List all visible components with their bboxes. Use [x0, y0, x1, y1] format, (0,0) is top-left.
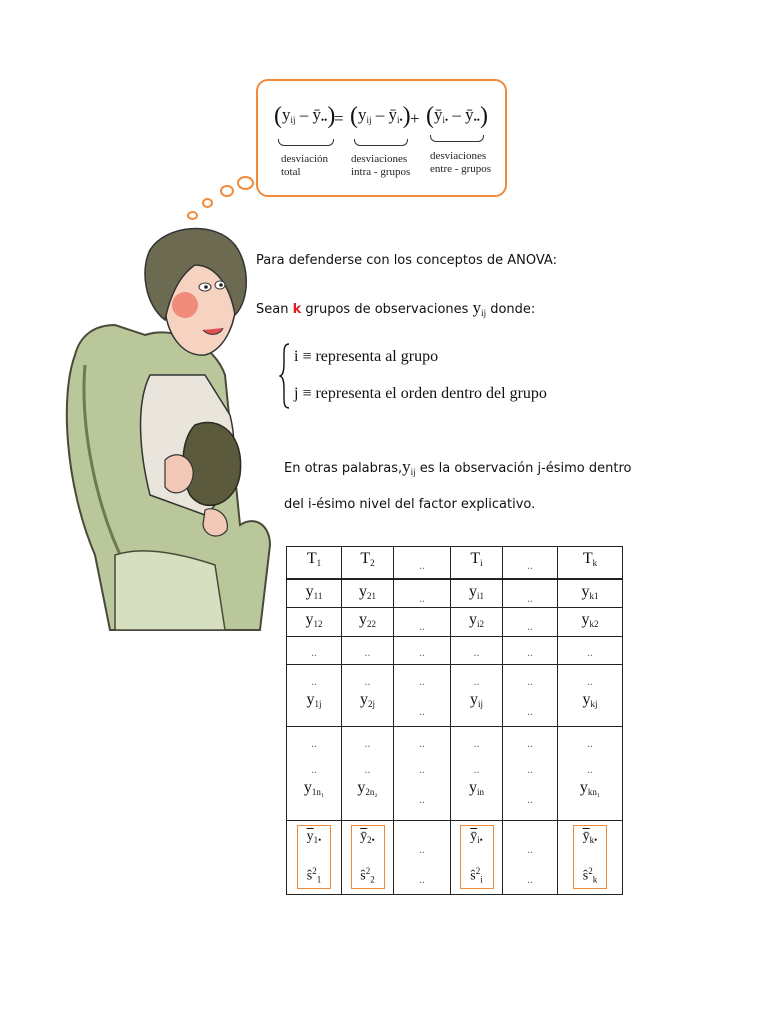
row-j-cell-content-1	[342, 665, 393, 709]
row-n-dots-3-0: ..	[473, 736, 480, 750]
row-n-value-3-subscript: in	[476, 787, 484, 797]
row-2-value-3	[469, 611, 484, 629]
row-1-value-0-symbol: y	[305, 582, 314, 600]
row-j-dots-4-0: ..	[527, 674, 533, 688]
header-value-5-subscript: k	[592, 558, 598, 568]
row-j-value-0-subscript: 1j	[314, 699, 322, 709]
summary-mean-subscript-0: 1•	[313, 835, 322, 845]
header-value-0	[307, 550, 321, 568]
explanation-line-1: En otras $palabras,y_{ij}$ es la observación j-ésimo dentro	[284, 457, 632, 477]
row-n-value-2	[419, 791, 425, 808]
summary-box-3	[460, 825, 494, 889]
row-3-dots-2: ..	[419, 645, 425, 659]
row-j-value-1	[360, 691, 375, 709]
thought-dot-2	[202, 198, 213, 208]
summary-cell-2	[394, 821, 451, 895]
row-n-value-5	[580, 779, 600, 797]
row-2-value-0	[306, 611, 323, 629]
row-2-value-5-subscript: k2	[589, 619, 599, 629]
row-j-cell-2	[394, 665, 451, 727]
summary-variance-1	[360, 866, 374, 885]
row-j-value-1-symbol: y	[359, 691, 368, 708]
summary-variance-subscript-5: k	[592, 875, 598, 885]
header-cell-1	[342, 547, 394, 579]
header-value-2-symbol: ..	[419, 558, 425, 572]
row-2-value-5	[582, 611, 599, 629]
anova-heading: Para defenderse con los conceptos de ANOVA:	[256, 253, 557, 268]
table-header-row	[287, 547, 623, 579]
row-1-value-1	[359, 583, 376, 601]
row-j-dots-1-0: ..	[364, 674, 371, 688]
row-2-cell-content-5	[558, 608, 622, 629]
row-j-cell-0	[287, 665, 342, 727]
row-2-cell-content-4	[503, 608, 557, 635]
summary-dots-bottom-2: ..	[419, 872, 425, 886]
row-j-cell-1	[342, 665, 394, 727]
row-1-value-5-symbol: y	[581, 582, 590, 600]
summary-cell-1	[342, 821, 394, 895]
summary-variance-subscript-0: 1	[316, 875, 322, 885]
row-j-cell-5	[558, 665, 623, 727]
header-cell-content-1	[342, 547, 393, 568]
thought-dot-1	[187, 211, 198, 220]
header-cell-content-0	[287, 547, 341, 568]
row-j-cell-content-4	[503, 665, 557, 720]
row-n-cell-1	[342, 727, 394, 821]
row-1-cell-content-5	[558, 580, 622, 601]
header-value-4	[527, 557, 533, 574]
row-2-cell-3	[451, 608, 503, 637]
row-2-cell-4	[503, 608, 558, 637]
row-n-value-0	[304, 779, 324, 797]
header-value-0-symbol: T	[306, 550, 317, 567]
row-2-cell-content-1	[342, 608, 393, 629]
summary-mean-symbol-3: $\overline{ȳ}$	[470, 829, 478, 844]
row-j-value-2	[419, 703, 425, 720]
summary-mean-subscript-3: i•	[477, 835, 483, 845]
row-j-value-5	[582, 691, 597, 709]
row-n-cell-3	[451, 727, 503, 821]
row-2-value-1-symbol: y	[359, 611, 367, 628]
summary-mean-symbol-5: $\overline{ȳ}$	[582, 829, 590, 844]
row-n-cell-0	[287, 727, 342, 821]
row-n-dots-2-0: ..	[419, 736, 425, 750]
row-n-value-2-symbol: ..	[419, 792, 425, 806]
row-1-cell-content-2	[394, 580, 450, 607]
row-j-cell-content-5	[558, 665, 622, 709]
summary-cell-0	[287, 821, 342, 895]
row-2-cell-1	[342, 608, 394, 637]
header-value-0-subscript: 1	[316, 558, 322, 568]
row-n-dots-5-1: ..	[587, 762, 593, 776]
row-n-cell-content-3	[451, 727, 502, 797]
row-n-value-3	[469, 779, 484, 797]
row-n-dots-4-0: ..	[527, 736, 533, 750]
row-1-value-5-subscript: k1	[589, 590, 599, 601]
summary-variance-exponent-0: 2	[312, 866, 317, 877]
formula-term-within: ($y_{ij}$ – $ȳ_{i•}$)	[350, 103, 411, 129]
summary-cell-4	[503, 821, 558, 895]
row-1-cell-3	[451, 579, 503, 608]
row-1-cell-0	[287, 579, 342, 608]
row-n-cell-4	[503, 727, 558, 821]
row-n-cell-content-2	[394, 727, 450, 808]
row-n-cell-content-1	[342, 727, 393, 797]
row-2-cell-0	[287, 608, 342, 637]
table-row	[287, 608, 623, 637]
header-cell-content-3	[451, 547, 502, 568]
row-n-cell-content-5	[558, 727, 622, 797]
row-n-cell-2	[394, 727, 451, 821]
row-n-dots-5-0: ..	[587, 736, 593, 750]
summary-dots-top-4: ..	[527, 842, 533, 856]
summary-cell-3	[451, 821, 503, 895]
table-row	[287, 665, 623, 727]
summary-mean-subscript-1: 2•	[367, 835, 375, 845]
row-j-value-0-symbol: y	[306, 691, 315, 708]
row-j-dots-5-0: ..	[587, 674, 593, 688]
summary-variance-0	[307, 866, 321, 885]
header-value-1-subscript: 2	[370, 558, 375, 568]
thought-dot-3	[220, 185, 234, 197]
summary-variance-exponent-5: 2	[588, 866, 593, 877]
header-cell-5	[558, 547, 623, 579]
row-1-value-4	[527, 590, 533, 607]
row-n-cell-content-0	[287, 727, 341, 797]
row-1-value-4-symbol: ..	[527, 590, 533, 605]
row-3-dots-1: ..	[364, 645, 371, 659]
row-j-cell-3	[451, 665, 503, 727]
formula-equals-sign: =	[334, 109, 344, 128]
row-n-value-4-symbol: ..	[527, 792, 533, 806]
row-j-dots-0-0: ..	[311, 674, 317, 688]
row-n-value-1-symbol: y	[357, 779, 366, 796]
row-3-cell-2	[394, 637, 451, 665]
row-1-value-5	[582, 583, 599, 601]
header-value-2	[419, 557, 425, 574]
row-1-cell-content-4	[503, 580, 557, 607]
underbrace-within	[354, 139, 408, 146]
table-row	[287, 727, 623, 821]
row-2-cell-2	[394, 608, 451, 637]
summary-variance-3	[470, 866, 482, 885]
cartoon-woman-illustration	[55, 225, 275, 635]
row-1-cell-content-0	[287, 580, 341, 601]
header-cell-4	[503, 547, 558, 579]
header-cell-0	[287, 547, 342, 579]
table-row	[287, 637, 623, 665]
summary-mean-5	[583, 829, 598, 845]
thought-dot-4	[237, 176, 254, 190]
row-j-dots-2-0: ..	[419, 674, 425, 688]
row-n-dots-3-1: ..	[473, 762, 480, 776]
summary-variance-symbol-0: ŝ	[306, 869, 313, 884]
row-j-value-4-symbol: ..	[527, 704, 533, 718]
summary-box-0	[297, 825, 331, 889]
row-1-value-3-subscript: i1	[476, 590, 484, 601]
summary-cell-5	[558, 821, 623, 895]
summary-variance-symbol-5: ŝ	[582, 869, 589, 884]
row-1-value-0	[306, 583, 323, 601]
formula-term-between: ($ȳ_{i•}$ – $ȳ_{••}$)	[426, 103, 488, 129]
row-1-value-2	[419, 590, 425, 607]
row-1-cell-content-3	[451, 580, 502, 601]
row-j-value-4	[527, 703, 533, 720]
row-1-cell-5	[558, 579, 623, 608]
row-2-value-4	[527, 618, 533, 635]
underbrace-total	[278, 139, 334, 146]
summary-variance-exponent-3: 2	[475, 866, 481, 877]
row-j-value-5-symbol: y	[582, 691, 591, 708]
header-value-3-symbol: T	[470, 550, 481, 567]
row-j-cell-content-0	[287, 665, 341, 709]
row-2-cell-5	[558, 608, 623, 637]
row-3-cell-4	[503, 637, 558, 665]
label-within-deviation: desviaciones intra - grupos	[351, 153, 411, 178]
row-2-value-5-symbol: y	[581, 611, 590, 628]
summary-mean-subscript-5: k•	[589, 835, 598, 845]
table-summary-row	[287, 821, 623, 895]
summary-variance-symbol-3: ŝ	[470, 869, 476, 884]
row-2-value-0-symbol: y	[305, 611, 314, 628]
row-3-dots-3: ..	[473, 645, 480, 659]
row-n-value-0-subscript: 1n₁	[311, 787, 325, 797]
definition-i: i ≡ representa al grupo	[294, 348, 439, 365]
row-3-dots-4: ..	[527, 645, 533, 659]
header-cell-content-5	[558, 547, 622, 568]
row-1-value-3-symbol: y	[468, 582, 477, 600]
summary-variance-exponent-1: 2	[365, 866, 371, 877]
explanation-line-2: del i-ésimo nivel del factor explicativo.	[284, 497, 536, 512]
summary-mean-symbol-0: $\overline{y}$	[306, 829, 314, 844]
underbrace-between	[430, 135, 484, 142]
row-2-value-4-symbol: ..	[527, 619, 533, 633]
row-j-value-1-subscript: 2j	[367, 699, 375, 709]
summary-variance-subscript-3: i	[480, 875, 483, 885]
summary-variance-subscript-1: 2	[370, 875, 375, 885]
row-j-value-3-subscript: ij	[477, 699, 483, 709]
row-2-value-2-symbol: ..	[419, 619, 425, 633]
row-n-value-1-subscript: 2n₂	[365, 787, 378, 797]
row-3-cell-1	[342, 637, 394, 665]
row-1-cell-1	[342, 579, 394, 608]
label-total-deviation: desviación total	[281, 153, 329, 178]
row-1-value-1-symbol: y	[359, 582, 367, 600]
row-n-value-3-symbol: y	[468, 779, 477, 796]
row-1-cell-2	[394, 579, 451, 608]
summary-variance-symbol-1: ŝ	[360, 869, 366, 884]
row-2-value-3-symbol: y	[468, 611, 477, 628]
groups-sentence: Sean k grupos de observaciones $y_{ij}$ donde:	[256, 298, 536, 318]
header-value-3-subscript: i	[480, 558, 483, 568]
row-3-dots-0: ..	[311, 645, 317, 659]
row-n-dots-4-1: ..	[527, 762, 533, 776]
row-j-dots-3-0: ..	[473, 674, 480, 688]
header-cell-content-2	[394, 547, 450, 574]
header-cell-content-4	[503, 547, 557, 574]
row-n-dots-1-1: ..	[364, 762, 371, 776]
summary-box-1	[351, 825, 385, 889]
row-n-value-5-subscript: kn₁	[587, 787, 601, 797]
row-n-cell-content-4	[503, 727, 557, 808]
header-value-3	[470, 550, 482, 568]
row-3-cell-3	[451, 637, 503, 665]
row-n-cell-5	[558, 727, 623, 821]
summary-box-5	[573, 825, 607, 889]
summary-dots-top-2: ..	[419, 842, 425, 856]
formula-plus-sign: +	[410, 109, 420, 128]
row-3-cell-5	[558, 637, 623, 665]
row-n-dots-0-1: ..	[311, 762, 317, 776]
row-1-value-2-symbol: ..	[419, 590, 425, 605]
summary-dots-bottom-4: ..	[527, 872, 533, 886]
row-2-value-1	[359, 611, 376, 629]
row-n-dots-0-0: ..	[311, 736, 317, 750]
summary-mean-symbol-1: $\overline{ȳ}$	[360, 829, 368, 844]
row-j-cell-content-3	[451, 665, 502, 709]
row-n-value-1	[357, 779, 377, 797]
row-n-value-0-symbol: y	[303, 779, 312, 796]
header-value-1	[360, 550, 374, 568]
row-2-value-3-subscript: i2	[476, 619, 484, 629]
row-2-value-0-subscript: 12	[313, 619, 323, 629]
row-3-dots-5: ..	[587, 645, 593, 659]
row-j-value-2-symbol: ..	[419, 704, 425, 718]
row-2-value-2	[419, 618, 425, 635]
row-2-cell-content-2	[394, 608, 450, 635]
row-n-dots-2-1: ..	[419, 762, 425, 776]
label-between-deviation: desviaciones entre - grupos	[430, 150, 492, 175]
summary-mean-1	[360, 829, 375, 845]
header-cell-3	[451, 547, 503, 579]
row-n-dots-1-0: ..	[364, 736, 371, 750]
definition-j: j ≡ representa el orden dentro del grupo	[294, 385, 547, 402]
row-2-value-1-subscript: 22	[367, 619, 376, 629]
definition-brace	[279, 343, 291, 409]
row-2-cell-content-3	[451, 608, 502, 629]
observations-table	[286, 546, 623, 895]
row-n-value-5-symbol: y	[579, 779, 588, 796]
summary-variance-5	[583, 866, 597, 885]
header-cell-2	[394, 547, 451, 579]
row-n-value-4	[527, 791, 533, 808]
row-1-value-3	[469, 583, 484, 601]
header-value-5-symbol: T	[582, 550, 593, 567]
summary-mean-3	[470, 829, 483, 845]
row-j-value-0	[306, 691, 321, 709]
row-1-value-0-subscript: 11	[313, 590, 323, 601]
header-value-1-symbol: T	[360, 550, 371, 567]
row-1-cell-4	[503, 579, 558, 608]
row-j-cell-4	[503, 665, 558, 727]
header-value-4-symbol: ..	[527, 558, 533, 572]
header-value-5	[583, 550, 597, 568]
row-2-cell-content-0	[287, 608, 341, 629]
k-highlight: k	[292, 302, 302, 317]
summary-mean-0	[307, 829, 322, 845]
formula-term-total: ($y_{ij}$ – $ȳ_{••}$)	[274, 103, 336, 129]
row-1-cell-content-1	[342, 580, 393, 601]
row-j-value-3	[470, 691, 483, 709]
row-j-value-5-subscript: kj	[590, 699, 598, 709]
row-j-value-3-symbol: y	[469, 691, 478, 708]
table-row	[287, 579, 623, 608]
row-3-cell-0	[287, 637, 342, 665]
row-j-cell-content-2	[394, 665, 450, 720]
row-1-value-1-subscript: 21	[367, 590, 376, 601]
